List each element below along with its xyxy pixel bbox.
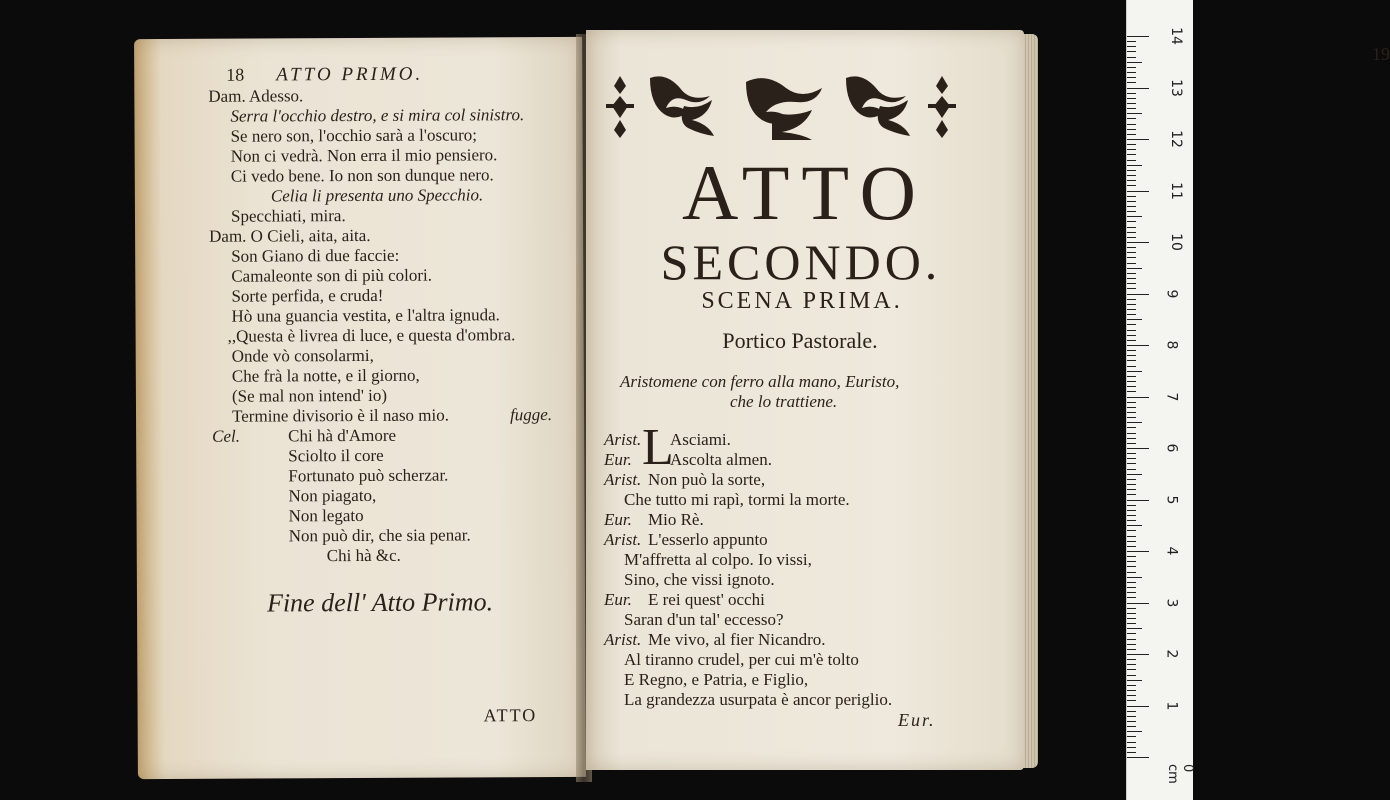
ruler-tick	[1127, 603, 1149, 604]
ruler-tick	[1127, 536, 1136, 537]
ruler-tick	[1127, 309, 1136, 310]
ruler-tick	[1127, 324, 1136, 325]
ruler-tick	[1127, 484, 1136, 485]
ruler-tick	[1127, 330, 1136, 331]
ruler-tick	[1127, 453, 1136, 454]
ruler-tick	[1127, 170, 1136, 171]
ruler-number: 2	[1163, 649, 1180, 659]
ruler-tick	[1127, 283, 1136, 284]
ruler-number: 5	[1163, 495, 1180, 504]
ruler-tick	[1127, 46, 1136, 47]
dialogue-line: Ascolta almen.	[670, 450, 772, 469]
ruler-tick	[1127, 520, 1136, 521]
ruler-tick	[1127, 62, 1142, 63]
ruler-tick	[1127, 664, 1136, 665]
ruler-tick	[1127, 443, 1136, 444]
ruler-tick	[1127, 417, 1136, 418]
song-line: Non piagato,	[288, 485, 377, 506]
ruler-tick	[1127, 36, 1149, 37]
ruler-tick	[1127, 51, 1136, 52]
stage-direction: Aristomene con ferro alla mano, Euristo,	[620, 372, 900, 391]
speaker-label: Arist.	[604, 430, 642, 449]
song-line: Sciolto il core	[288, 445, 384, 466]
ruler-tick	[1127, 350, 1136, 351]
ruler-tick	[1127, 304, 1136, 305]
dialogue-line: Che tutto mi rapì, tormi la morte.	[624, 490, 850, 509]
ruler-tick	[1127, 556, 1136, 557]
ruler-tick	[1127, 448, 1149, 449]
ruler-tick	[1127, 257, 1136, 258]
ruler-tick	[1127, 530, 1136, 531]
dialogue-line: Non ci vedrà. Non erra il mio pensiero.	[230, 145, 498, 166]
scene-setting: Portico Pastorale.	[722, 328, 878, 353]
ruler-tick	[1127, 500, 1149, 501]
speaker-label: Arist.	[604, 530, 642, 549]
speaker-label: Eur.	[604, 590, 632, 609]
ruler-tick	[1127, 371, 1142, 372]
ruler-number: 6	[1163, 443, 1180, 453]
ruler-tick	[1127, 149, 1136, 150]
flourish-icon	[846, 76, 910, 136]
ruler-unit-label: 0 cm	[1165, 764, 1195, 784]
song-line: Non può dir, che sia penar.	[288, 525, 471, 546]
ruler-tick	[1127, 381, 1136, 382]
ruler-tick	[1127, 191, 1149, 192]
ruler-tick	[1127, 463, 1136, 464]
ruler-tick	[1127, 360, 1136, 361]
ruler-number: 12	[1167, 130, 1184, 148]
ruler-tick	[1127, 376, 1136, 377]
ruler-tick	[1127, 294, 1149, 295]
ruler-tick	[1127, 669, 1136, 670]
dialogue-line: Hò una guancia vestita, e l'altra ignuda.	[231, 305, 500, 326]
ruler-tick	[1127, 118, 1136, 119]
ruler-tick	[1127, 124, 1136, 125]
ruler-tick	[1127, 103, 1136, 104]
ruler-tick	[1127, 82, 1136, 83]
ruler-tick	[1127, 505, 1136, 506]
ruler-tick	[1127, 108, 1136, 109]
ruler-tick	[1127, 546, 1136, 547]
ruler-tick	[1127, 227, 1136, 228]
ruler-tick	[1127, 252, 1136, 253]
ruler-tick	[1127, 633, 1136, 634]
ruler-tick	[1127, 438, 1136, 439]
ruler-tick	[1127, 139, 1149, 140]
ruler-tick	[1127, 649, 1136, 650]
ruler-tick	[1127, 144, 1136, 145]
scene-heading: SCENA PRIMA.	[701, 288, 903, 314]
dialogue-line: Saran d'un tal' eccesso?	[624, 610, 784, 629]
dialogue-line: Dam. O Cieli, aita, aita.	[209, 225, 371, 246]
ruler-tick	[1127, 618, 1136, 619]
ruler-tick	[1127, 211, 1136, 212]
page-number: 18	[226, 64, 245, 85]
ruler-tick	[1127, 355, 1136, 356]
dialogue-line: Al tiranno crudel, per cui m'è tolto	[624, 650, 859, 669]
ruler-tick	[1127, 628, 1142, 629]
ruler-tick	[1127, 196, 1136, 197]
ruler-tick	[1127, 278, 1136, 279]
measurement-ruler	[1126, 0, 1193, 800]
ruler-tick	[1127, 659, 1136, 660]
speaker-label: Eur.	[604, 510, 632, 529]
ruler-number: 11	[1167, 181, 1184, 200]
ruler-tick	[1127, 77, 1136, 78]
dialogue-line: E Regno, e Patria, e Figlio,	[624, 670, 809, 689]
fleuron-icon	[928, 76, 956, 138]
ruler-tick	[1127, 242, 1149, 243]
ruler-tick	[1127, 340, 1136, 341]
ruler-tick	[1127, 175, 1136, 176]
ruler-number: 7	[1163, 392, 1180, 401]
ruler-tick	[1127, 299, 1136, 300]
ruler-tick	[1127, 726, 1136, 727]
ruler-tick	[1127, 237, 1136, 238]
left-page	[134, 37, 586, 779]
dialogue-line: Se nero son, l'occhio sarà a l'oscuro;	[230, 125, 478, 146]
song-line: Chi hà d'Amore	[288, 425, 397, 446]
speaker-label: Cel.	[212, 426, 241, 446]
ruler-tick	[1127, 458, 1136, 459]
ruler-tick	[1127, 597, 1136, 598]
ruler-tick	[1127, 639, 1136, 640]
ruler-tick	[1127, 716, 1136, 717]
ruler-tick	[1127, 644, 1136, 645]
catchword: ATTO	[483, 705, 538, 726]
ruler-tick	[1127, 93, 1136, 94]
act-end-line: Fine dell' Atto Primo.	[266, 587, 494, 618]
ruler-tick	[1127, 273, 1136, 274]
ruler-tick	[1127, 407, 1136, 408]
ruler-tick	[1127, 752, 1136, 753]
page-number: 19	[1372, 44, 1390, 64]
ruler-tick	[1127, 577, 1142, 578]
ruler-tick	[1127, 742, 1136, 743]
ruler-tick	[1127, 572, 1136, 573]
ruler-tick	[1127, 551, 1149, 552]
dialogue-line: La grandezza usurpata è ancor periglio.	[624, 690, 893, 709]
song-line: Non legato	[288, 505, 364, 526]
ruler-tick	[1127, 747, 1136, 748]
dialogue-line: L'esserlo appunto	[648, 530, 768, 549]
ruler-tick	[1127, 57, 1136, 58]
ruler-tick	[1127, 335, 1136, 336]
ruler-tick	[1127, 180, 1136, 181]
stage-direction: che lo trattiene.	[730, 392, 838, 411]
ruler-tick	[1127, 345, 1149, 346]
ruler-number: 3	[1163, 598, 1180, 607]
ruler-number: 8	[1163, 340, 1180, 350]
song-line: Fortunato può scherzar.	[288, 465, 449, 486]
dialogue-line: Sorte perfida, e cruda!	[231, 285, 384, 306]
dialogue-line: Camaleonte son di più colori.	[231, 265, 433, 286]
ruler-tick	[1127, 561, 1136, 562]
ruler-tick	[1127, 566, 1136, 567]
ornament-band	[602, 72, 968, 142]
ruler-tick	[1127, 654, 1149, 655]
ruler-tick	[1127, 206, 1136, 207]
ruler-tick	[1127, 525, 1142, 526]
ruler-tick	[1127, 88, 1149, 89]
ruler-tick	[1127, 690, 1136, 691]
ruler-tick	[1127, 427, 1136, 428]
ruler-tick	[1127, 474, 1142, 475]
ruler-number: 1	[1163, 701, 1180, 710]
ruler-tick	[1127, 685, 1136, 686]
dialogue-line: Me vivo, al fier Nicandro.	[648, 630, 826, 649]
act-number: SECONDO.	[660, 234, 942, 290]
ruler-tick	[1127, 582, 1136, 583]
ruler-tick	[1127, 319, 1142, 320]
dialogue-line: Onde vò consolarmi,	[231, 345, 374, 366]
dialogue-line: ,,Questa è livrea di luce, e questa d'ombra.	[227, 325, 516, 346]
ruler-tick	[1127, 402, 1136, 403]
ruler-tick	[1127, 386, 1136, 387]
ruler-tick	[1127, 494, 1136, 495]
ruler-tick	[1127, 479, 1136, 480]
ruler-tick	[1127, 587, 1136, 588]
dialogue-line: Son Giano di due faccie:	[231, 245, 400, 266]
ruler-number: 4	[1163, 546, 1180, 556]
ruler-tick	[1127, 165, 1142, 166]
ruler-tick	[1127, 680, 1142, 681]
ruler-tick	[1127, 288, 1136, 289]
ruler-tick	[1127, 232, 1136, 233]
ruler-tick	[1127, 711, 1136, 712]
ruler-tick	[1127, 263, 1136, 264]
dialogue-line: Specchiati, mira.	[230, 206, 346, 226]
ruler-tick	[1127, 391, 1136, 392]
running-head: ATTO PRIMO.	[276, 63, 424, 86]
ruler-tick	[1127, 489, 1136, 490]
ruler-tick	[1127, 268, 1142, 269]
ruler-tick	[1127, 412, 1136, 413]
ruler-tick	[1127, 613, 1136, 614]
ruler-tick	[1127, 700, 1136, 701]
ruler-number: 14	[1167, 27, 1184, 45]
ruler-number: 13	[1167, 78, 1184, 97]
ruler-tick	[1127, 129, 1136, 130]
dialogue-line: Che frà la notte, e il giorno,	[231, 365, 420, 386]
dialogue-line: Mio Rè.	[648, 510, 704, 529]
fleuron-icon	[606, 76, 634, 138]
song-line: Chi hà &c.	[326, 545, 401, 566]
dialogue-line: Termine divisorio è il naso mio.	[231, 405, 450, 426]
drop-cap: L	[642, 419, 674, 476]
flourish-icon	[746, 78, 822, 140]
ruler-number: 9	[1163, 289, 1180, 298]
ruler-tick	[1127, 433, 1136, 434]
stage-direction: fugge.	[509, 404, 553, 425]
ruler-tick	[1127, 706, 1149, 707]
ruler-tick	[1127, 72, 1136, 73]
ruler-tick	[1127, 510, 1136, 511]
dialogue-line: M'affretta al colpo. Io vissi,	[624, 550, 812, 569]
ruler-tick	[1127, 608, 1136, 609]
flourish-icon	[650, 76, 714, 136]
ruler-tick	[1127, 41, 1136, 42]
speaker-label: Arist.	[604, 630, 642, 649]
dialogue-line: Asciami.	[670, 430, 731, 449]
ruler-tick	[1127, 469, 1136, 470]
speaker-label: Eur.	[604, 450, 632, 469]
ruler-tick	[1127, 695, 1136, 696]
ruler-tick	[1127, 397, 1149, 398]
stage-direction: Celia li presenta uno Specchio.	[270, 185, 484, 206]
dialogue-line: Ci vedo bene. Io non son dunque nero.	[230, 165, 494, 186]
ruler-tick	[1127, 592, 1136, 593]
dialogue-line: Dam. Adesso.	[208, 86, 304, 106]
ruler-tick	[1127, 366, 1136, 367]
ruler-tick	[1127, 67, 1136, 68]
ruler-tick	[1127, 731, 1142, 732]
ruler-tick	[1127, 134, 1136, 135]
ruler-tick	[1127, 113, 1142, 114]
dialogue-line: E rei quest' occhi	[648, 590, 765, 609]
ruler-tick	[1127, 757, 1149, 758]
ruler-tick	[1127, 623, 1136, 624]
dialogue-line: (Se mal non intend' io)	[231, 385, 388, 406]
stage-direction: Serra l'occhio destro, e si mira col sinistro.	[230, 105, 525, 126]
ruler-tick	[1127, 221, 1136, 222]
ruler-tick	[1127, 201, 1136, 202]
act-title: ATTO	[682, 149, 928, 236]
ruler-tick	[1127, 185, 1136, 186]
ruler-tick	[1127, 216, 1142, 217]
dialogue-line: Non può la sorte,	[648, 470, 766, 489]
ruler-tick	[1127, 98, 1136, 99]
ruler-number: 10	[1167, 233, 1184, 251]
ruler-tick	[1127, 247, 1136, 248]
dialogue-line: Sino, che vissi ignoto.	[624, 570, 775, 589]
catchword: Eur.	[898, 710, 936, 730]
ruler-tick	[1127, 314, 1136, 315]
speaker-label: Arist.	[604, 470, 642, 489]
ruler-tick	[1127, 160, 1136, 161]
ruler-tick	[1127, 422, 1142, 423]
ruler-tick	[1127, 154, 1136, 155]
ruler-tick	[1127, 675, 1136, 676]
ruler-tick	[1127, 736, 1136, 737]
ruler-tick	[1127, 515, 1136, 516]
ruler-tick	[1127, 541, 1136, 542]
ruler-tick	[1127, 721, 1136, 722]
